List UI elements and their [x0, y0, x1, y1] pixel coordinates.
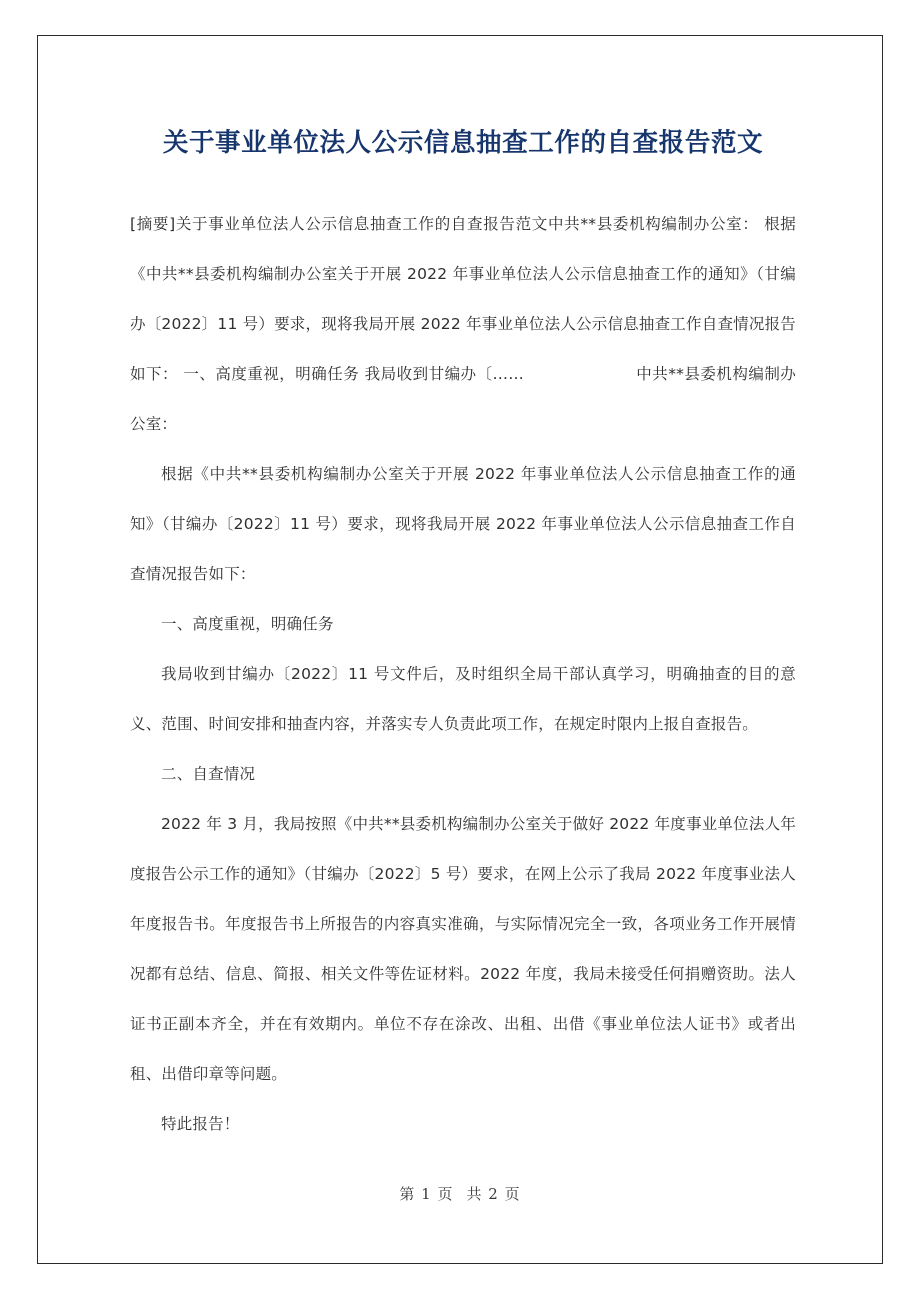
paragraph-section-two-body: 2022 年 3 月，我局按照《中共**县委机构编制办公室关于做好 2022 年度事业单位法人年度报告公示工作的通知》（甘编办〔2022〕5 号）要求，在网上公示了我局 2022 年度事业法人年度报告书。年度报告书上所报告的内容真实准确，与实际情况完全一致，各项业务工作开展情况都有总结、信息、简报、相关文件等佐证材料。2022 年度，我局未接受任何捐赠资助。法人证书正副本齐全，并在有效期内。单位不存在涂改、出租、出借《事业单位法人证书》或者出租、出借印章等问题。 [130, 814, 796, 1083]
document-content [130, 35, 796, 1149]
section-heading-one: 一、高度重视，明确任务 [161, 614, 334, 633]
paragraph-section-one-body: 我局收到甘编办〔2022〕11 号文件后，及时组织全局干部认真学习，明确抽查的目的意义、范围、时间安排和抽查内容，并落实专人负责此项工作，在规定时限内上报自查报告。 [130, 664, 796, 733]
page-footer [0, 1183, 920, 1204]
document-body [130, 199, 796, 1149]
footer-current-page: 第 1 页 [399, 1185, 454, 1203]
page-title: 关于事业单位法人公示信息抽查工作的自查报告范文 [162, 128, 764, 158]
abstract-paragraph [130, 199, 796, 449]
footer-total-pages: 共 2 页 [466, 1185, 521, 1203]
section-heading-two: 二、自查情况 [161, 764, 256, 783]
abstract-text-part2: 中共**县委机构编制办公室： [130, 364, 797, 433]
paragraph-closing: 特此报告！ [161, 1114, 240, 1133]
abstract-text-part1: [摘要]关于事业单位法人公示信息抽查工作的自查报告范文中共**县委机构编制办公室： 根据《中共**县委机构编制办公室关于开展 2022 年事业单位法人公示信息抽查工作的通知》（甘编办〔2022〕11 号）要求，现将我局开展 2022 年事业单位法人公示信息抽查工作自查情况报告如下： 一、高度重视，明确任务 我局收到甘编办〔…… [130, 214, 796, 383]
paragraph-basis: 根据《中共**县委机构编制办公室关于开展 2022 年事业单位法人公示信息抽查工作的通知》（甘编办〔2022〕11 号）要求，现将我局开展 2022 年事业单位法人公示信息抽查工作自查情况报告如下： [130, 464, 796, 583]
